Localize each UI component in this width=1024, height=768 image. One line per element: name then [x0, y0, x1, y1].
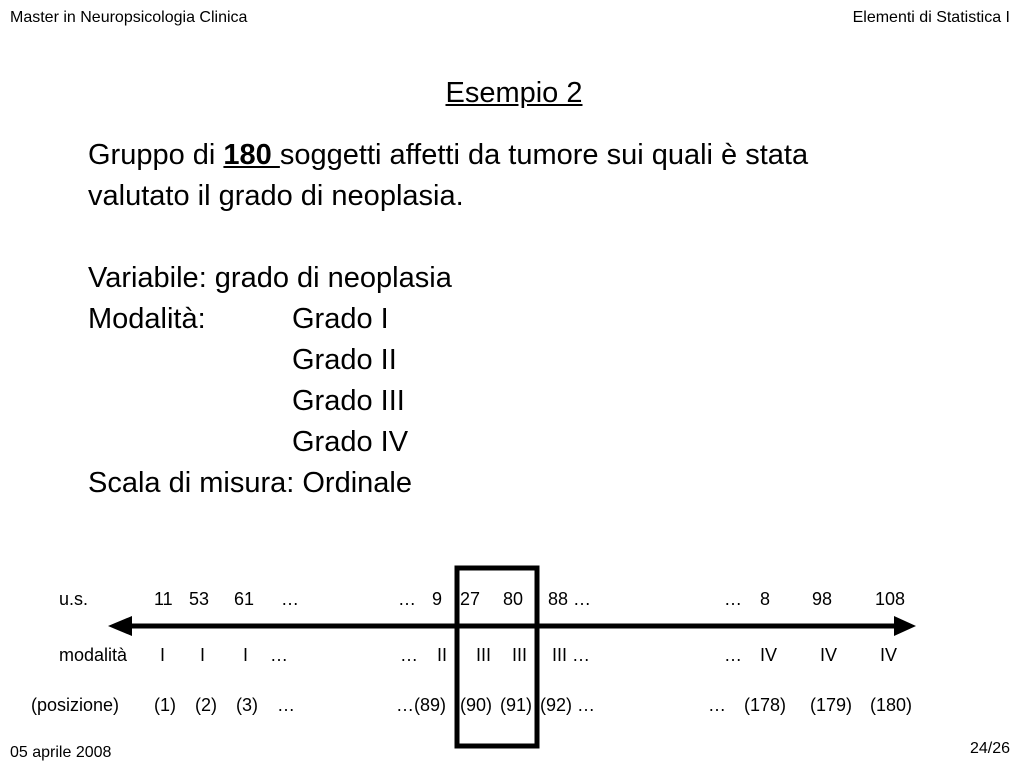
- us-value: 27: [460, 589, 481, 609]
- us-value: 61: [234, 589, 255, 609]
- posizione-value: (3): [236, 695, 258, 715]
- us-value: 88 …: [548, 589, 592, 609]
- row-label-us: u.s.: [59, 589, 89, 609]
- modalita-value: IV: [820, 645, 838, 665]
- posizione-value: …(89): [396, 695, 447, 715]
- modality-grado-4: Grado IV: [292, 426, 409, 458]
- modality-grado-3: Grado III: [292, 385, 405, 417]
- subject-count: 180: [223, 139, 280, 171]
- header-course-title: Master in Neuropsicologia Clinica: [10, 9, 248, 26]
- scale-line: Scala di misura: Ordinale: [88, 467, 412, 499]
- us-value: 80: [503, 589, 524, 609]
- us-value: …: [281, 589, 299, 609]
- us-value: 108: [875, 589, 906, 609]
- posizione-value: (1): [154, 695, 176, 715]
- posizione-value: (180): [870, 695, 913, 715]
- arrow-right-head: [894, 616, 916, 636]
- modalita-value: III …: [552, 645, 591, 665]
- intro-text-start: Gruppo di: [88, 139, 224, 171]
- row-label-posizione: (posizione): [31, 695, 120, 715]
- posizione-value: (2): [195, 695, 217, 715]
- modalita-value: …: [270, 645, 288, 665]
- posizione-value: (90): [460, 695, 493, 715]
- modality-grado-2: Grado II: [292, 344, 397, 376]
- posizione-value: (179): [810, 695, 853, 715]
- us-value: 8: [760, 589, 771, 609]
- us-value: …: [724, 589, 742, 609]
- arrow-left-head: [108, 616, 132, 636]
- modalita-value: IV: [880, 645, 898, 665]
- us-value: 11: [154, 589, 173, 609]
- modalities-label: Modalità:: [88, 303, 206, 335]
- us-value: 53: [189, 589, 210, 609]
- slide-title: Esempio 2: [445, 77, 583, 109]
- modalita-value: I: [160, 645, 166, 665]
- row-label-modalita: modalità: [59, 645, 128, 665]
- modalita-value: III: [512, 645, 528, 665]
- posizione-value: (92) …: [540, 695, 596, 715]
- posizione-value: …: [708, 695, 726, 715]
- footer-page-number: 24/26: [969, 740, 1010, 757]
- us-value: 98: [812, 589, 833, 609]
- intro-line-2: valutato il grado di neoplasia.: [88, 180, 464, 212]
- modalita-value: IV: [760, 645, 778, 665]
- modalita-value: I: [200, 645, 206, 665]
- modality-grado-1: Grado I: [292, 303, 389, 335]
- modalita-value: …: [724, 645, 742, 665]
- modalita-value: III: [476, 645, 492, 665]
- posizione-value: (178): [744, 695, 787, 715]
- intro-text-end: soggetti affetti da tumore sui quali è stata: [279, 139, 809, 171]
- variable-line: Variabile: grado di neoplasia: [88, 262, 452, 294]
- footer-date: 05 aprile 2008: [10, 744, 112, 761]
- modalita-value: II: [437, 645, 448, 665]
- modalita-value: …: [400, 645, 418, 665]
- us-value: …: [398, 589, 416, 609]
- posizione-value: (91): [500, 695, 533, 715]
- us-value: 9: [432, 589, 443, 609]
- header-subject-title: Elementi di Statistica I: [852, 9, 1010, 26]
- posizione-value: …: [277, 695, 295, 715]
- modalita-value: I: [243, 645, 249, 665]
